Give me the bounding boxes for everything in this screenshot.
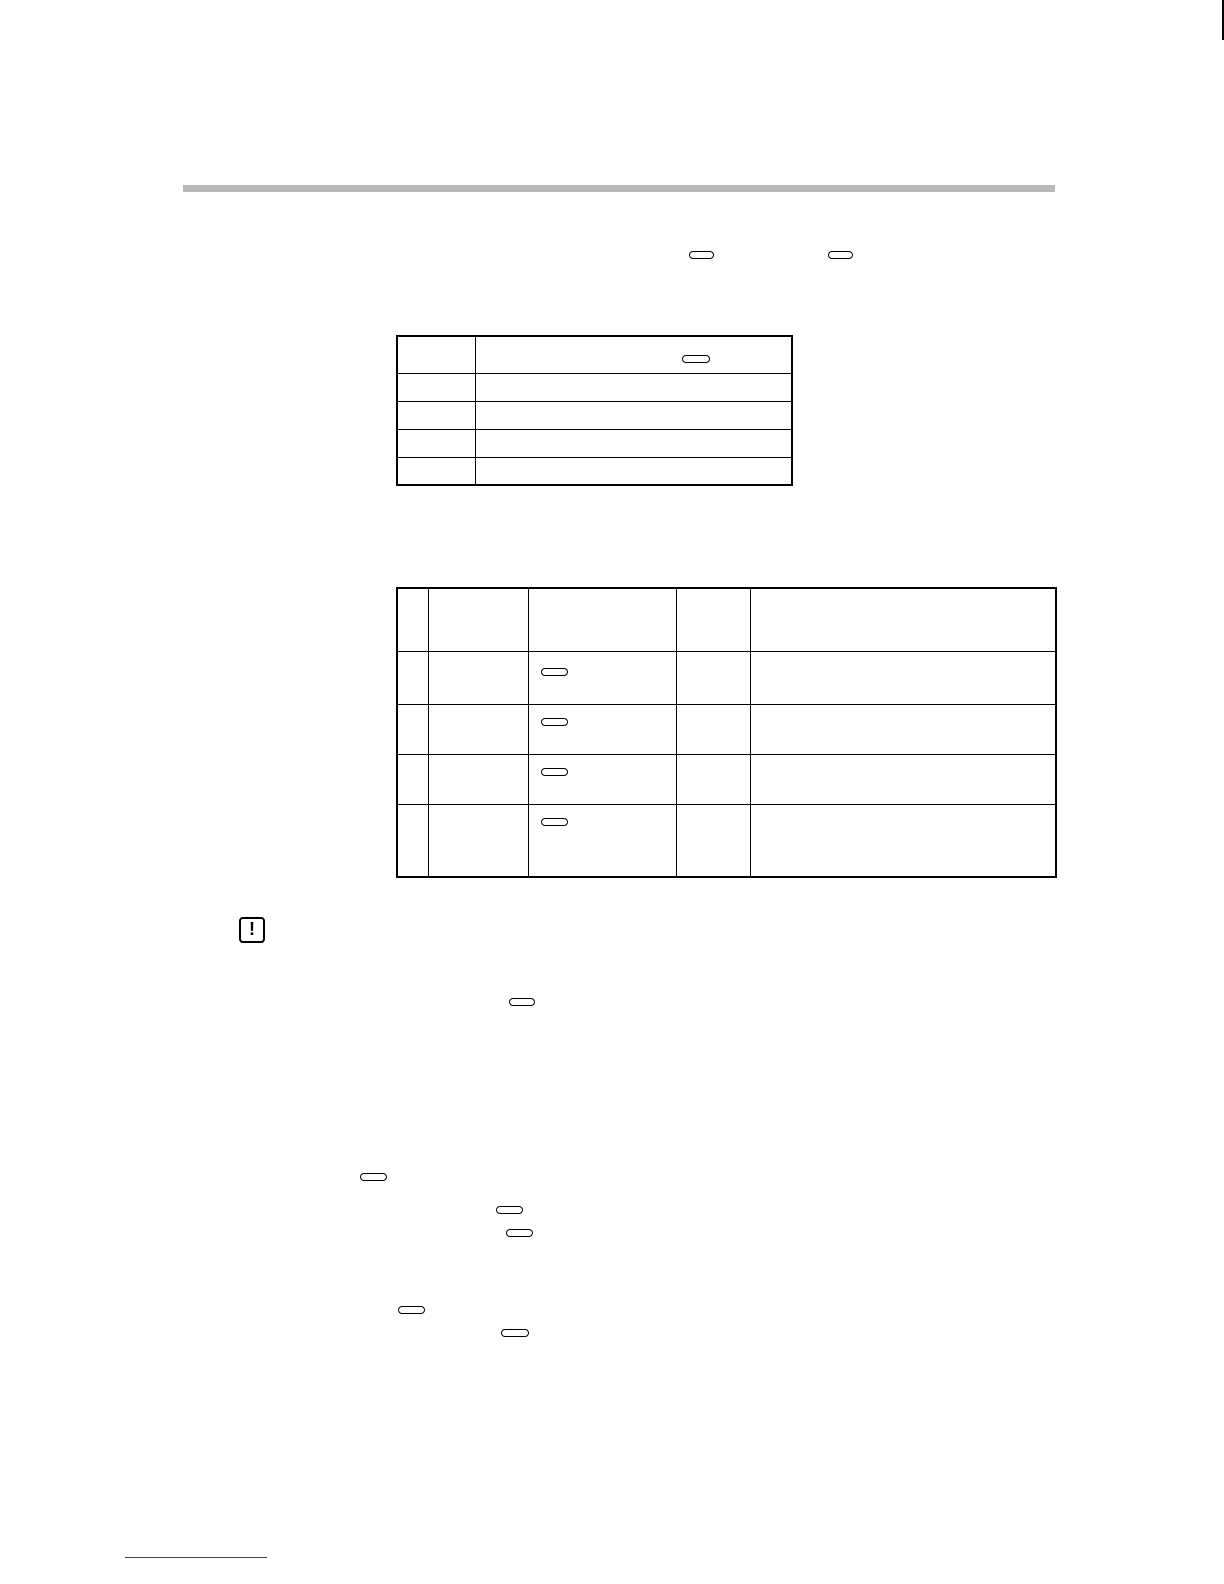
table-cell [475, 429, 792, 457]
key-icon [506, 1229, 533, 1237]
table-header-cell [428, 588, 528, 651]
table-cell [397, 704, 428, 754]
key-icon [828, 251, 853, 259]
table-cell [676, 754, 750, 804]
key-icon [398, 1306, 425, 1314]
table-cell [528, 804, 676, 877]
table-cell [428, 704, 528, 754]
key-icon [541, 668, 568, 676]
key-icon [682, 355, 710, 363]
table-cell [676, 651, 750, 704]
table-header-cell [397, 336, 475, 373]
table-header-cell [750, 588, 1056, 651]
table-cell [750, 754, 1056, 804]
table-cell [750, 651, 1056, 704]
table-cell [397, 373, 475, 401]
settings-table [396, 335, 793, 486]
key-icon [541, 818, 568, 826]
table-header-cell [528, 588, 676, 651]
table-cell [397, 401, 475, 429]
table-cell [528, 704, 676, 754]
table-cell [475, 401, 792, 429]
table-header-cell [676, 588, 750, 651]
key-icon [689, 251, 714, 259]
table-cell [397, 651, 428, 704]
key-icon [360, 1173, 387, 1181]
table-cell [528, 651, 676, 704]
table-cell [428, 754, 528, 804]
key-icon [501, 1329, 529, 1337]
table-cell [428, 651, 528, 704]
table-cell [750, 804, 1056, 877]
table-header-cell [475, 336, 792, 373]
caution-icon: ! [239, 917, 265, 943]
modes-table [396, 587, 1057, 878]
key-icon [496, 1206, 523, 1214]
footer-link-underline[interactable] [125, 1557, 267, 1558]
table-header-cell [397, 588, 428, 651]
key-icon [541, 768, 568, 776]
table-cell [428, 804, 528, 877]
table-cell [676, 804, 750, 877]
section-header-bar [183, 185, 1055, 192]
table-cell [397, 429, 475, 457]
table-cell [750, 704, 1056, 754]
table-cell [475, 457, 792, 485]
key-icon [541, 718, 568, 726]
key-icon [509, 998, 535, 1006]
table-cell [397, 754, 428, 804]
table-cell [528, 754, 676, 804]
table-cell [475, 373, 792, 401]
table-cell [397, 804, 428, 877]
table-cell [676, 704, 750, 754]
table-cell [397, 457, 475, 485]
